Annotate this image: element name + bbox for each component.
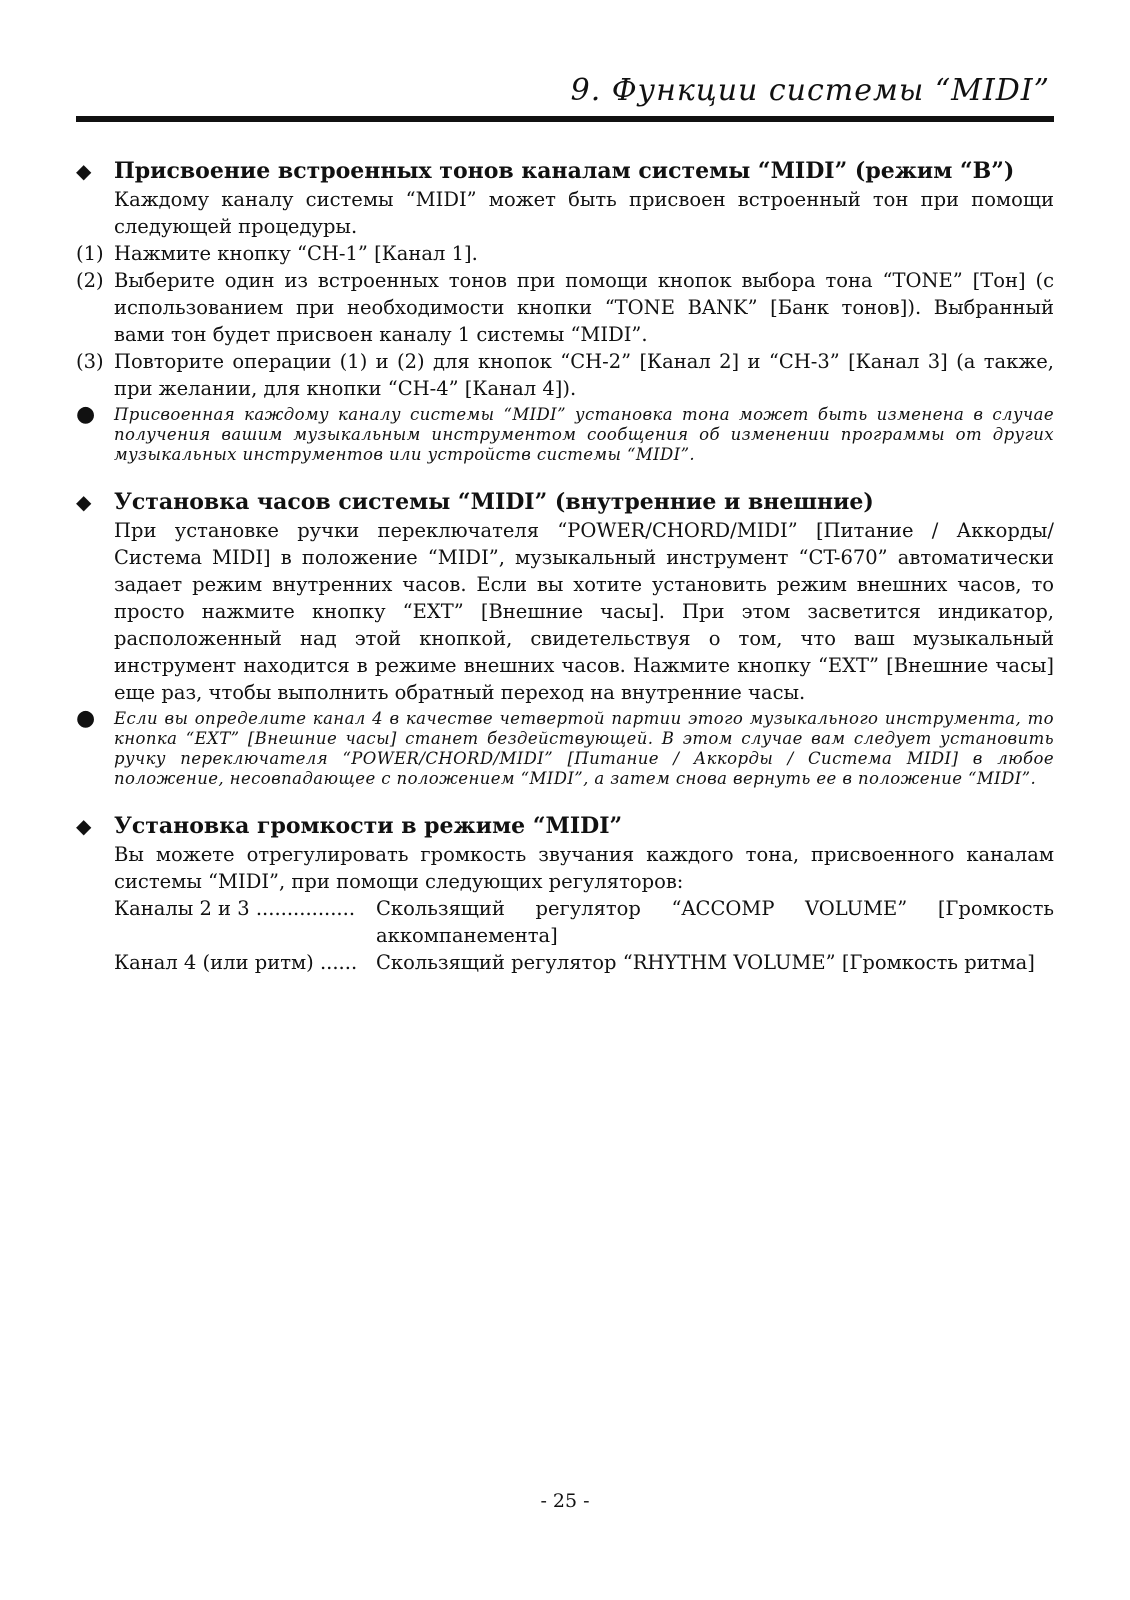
diamond-bullet-icon: ◆	[76, 814, 92, 838]
section-body: При установке ручки переключателя “POWER/CHORD/MIDI” [Питание / Аккорды/ Система MIDI] в положение “MIDI”, музыкальный инструмент “CT-670” автоматически задает режим внутренних часов. Если вы хотите установить режим внешних часов, то просто нажмите кнопку “EXT” [Внешние часы]. При этом засветится индикатор, расположенный над этой кнопкой, свидетельствуя о том, что ваш музыкальный инструмент находится в режиме внешних часов. Нажмите кнопку “EXT” [Внешние часы] еще раз, чтобы выполнить обратный переход на внутренние часы.	[114, 519, 1054, 704]
chapter-title: 9. Функции системы “MIDI”	[570, 73, 1050, 108]
note	[76, 706, 1054, 789]
section-intro: Каждому каналу системы “MIDI” может быть присвоен встроенный тон при помощи следующей процедуры.	[114, 188, 1054, 238]
control-row	[114, 949, 1054, 976]
step-text: Повторите операции (1) и (2) для кнопок “CH-2” [Канал 2] и “CH-3” [Канал 3] (а также, при желании, для кнопки “CH-4” [Канал 4]).	[114, 350, 1054, 400]
section-heading	[76, 156, 1054, 186]
diamond-bullet-icon: ◆	[76, 490, 92, 514]
section-midi-volume	[76, 811, 1054, 976]
control-row	[114, 895, 1054, 949]
dot-bullet-icon: ●	[76, 402, 96, 427]
section-title: Присвоение встроенных тонов каналам системы “MIDI” (режим “B”)	[114, 158, 1015, 184]
diamond-bullet-icon: ◆	[76, 159, 92, 183]
note-text: Если вы определите канал 4 в качестве четвертой партии этого музыкального инструмента, то кнопка “EXT” [Внешние часы] станет бездействующей. В этом случае вам следует установить ручку переключателя “POWER/CHORD/MIDI” [Питание / Аккорды / Система MIDI] в любое положение, несовпадающее с положением “MIDI”, а затем снова вернуть ее в положение “MIDI”.	[114, 709, 1054, 788]
note	[76, 402, 1054, 465]
section-midi-clock	[76, 487, 1054, 789]
section-body: Вы можете отрегулировать громкость звучания каждого тона, присвоенного каналам системы “MIDI”, при помощи следующих регуляторов:	[114, 843, 1054, 893]
section-heading	[76, 487, 1054, 517]
control-description: Скользящий регулятор “ACCOMP VOLUME” [Громкость аккомпанемента]	[376, 897, 1054, 947]
step-item	[76, 267, 1054, 348]
step-number: (3)	[76, 350, 104, 373]
header-rule	[76, 116, 1054, 122]
step-item	[76, 240, 1054, 267]
control-label: Каналы 2 и 3 ................	[114, 897, 356, 920]
control-label: Канал 4 (или ритм) ......	[114, 951, 358, 974]
page-number: - 25 -	[540, 1490, 590, 1512]
section-tone-assignment	[76, 156, 1054, 465]
page	[76, 70, 1054, 976]
step-item	[76, 348, 1054, 402]
step-text: Нажмите кнопку “CH-1” [Канал 1].	[114, 242, 478, 265]
section-title: Установка громкости в режиме “MIDI”	[114, 813, 623, 839]
dot-bullet-icon: ●	[76, 706, 96, 731]
note-text: Присвоенная каждому каналу системы “MIDI” установка тона может быть изменена в случае получения вашим музыкальным инструментом сообщения об изменении программы от других музыкальных инструментов или устройств системы “MIDI”.	[114, 405, 1054, 464]
step-number: (1)	[76, 242, 104, 265]
control-description: Скользящий регулятор “RHYTHM VOLUME” [Громкость ритма]	[376, 951, 1035, 974]
step-number: (2)	[76, 269, 104, 292]
section-title: Установка часов системы “MIDI” (внутренние и внешние)	[114, 489, 874, 515]
section-heading	[76, 811, 1054, 841]
step-text: Выберите один из встроенных тонов при помощи кнопок выбора тона “TONE” [Тон] (с использованием при необходимости кнопки “TONE BANK” [Банк тонов]). Выбранный вами тон будет присвоен каналу 1 системы “MIDI”.	[114, 269, 1054, 346]
